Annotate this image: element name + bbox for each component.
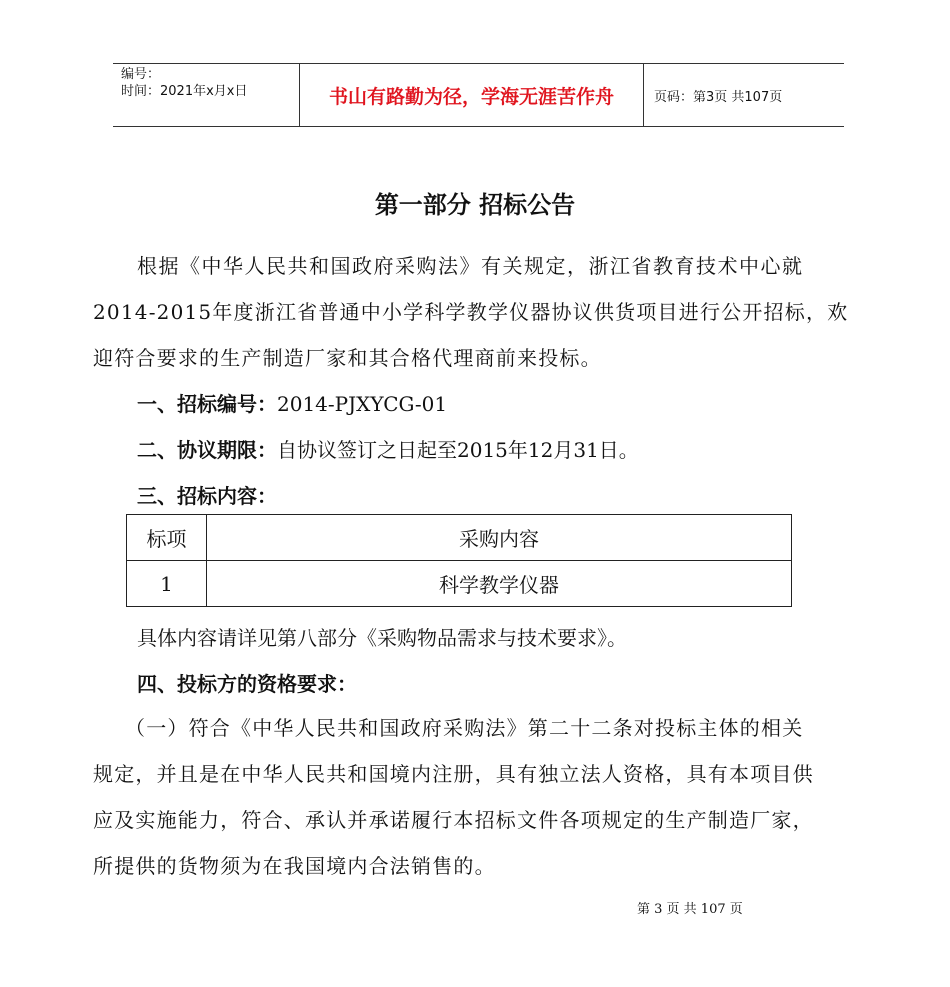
bid-number-label: 一、招标编号： [137,392,277,416]
table-header-item: 标项 [127,515,207,561]
table-header-content: 采购内容 [207,515,792,561]
agreement-period-value: 自协议签订之日起至2015年12月31日。 [277,438,639,462]
qualification-line-1: （一）符合《中华人民共和国政府采购法》第二十二条对投标主体的相关 [125,716,804,740]
agreement-period-label: 二、协议期限： [137,438,277,462]
intro-line-1: 根据《中华人民共和国政府采购法》有关规定，浙江省教育技术中心就 [137,254,804,278]
intro-line-3: 迎符合要求的生产制造厂家和其合格代理商前来投标。 [93,346,602,370]
header-slogan: 书山有路勤为径，学海无涯苦作舟 [300,64,644,126]
footer-page-number: 第 3 页 共 107 页 [637,902,743,917]
table-note: 具体内容请详见第八部分《采购物品需求与技术要求》。 [137,626,627,650]
section-qualification: 四、投标方的资格要求： [137,672,357,696]
number-label: 编号： [121,67,161,82]
table-cell-item: 1 [127,561,207,607]
page-title: 第一部分 招标公告 [374,191,576,219]
bid-number-value: 2014-PJXYCG-01 [277,392,448,416]
page-header [113,63,844,127]
section-agreement-period [137,434,639,463]
table-row [127,561,792,607]
section-bid-content: 三、招标内容： [137,484,277,508]
time-label: 时间：2021年x月x日 [121,84,248,99]
qualification-line-2: 规定，并且是在中华人民共和国境内注册，具有独立法人资格，具有本项目供 [93,762,814,786]
bid-table [126,514,792,607]
table-header-row [127,515,792,561]
qualification-line-3: 应及实施能力，符合、承认并承诺履行本招标文件各项规定的生产制造厂家， [93,808,814,832]
table-cell-content: 科学教学仪器 [207,561,792,607]
header-page-info: 页码：第3页 共107页 [654,89,783,105]
intro-line-2: 2014-2015年度浙江省普通中小学科学教学仪器协议供货项目进行公开招标，欢 [93,300,849,324]
qualification-line-4: 所提供的货物须为在我国境内合法销售的。 [93,854,496,878]
header-meta [113,64,300,126]
section-bid-number [137,388,447,417]
